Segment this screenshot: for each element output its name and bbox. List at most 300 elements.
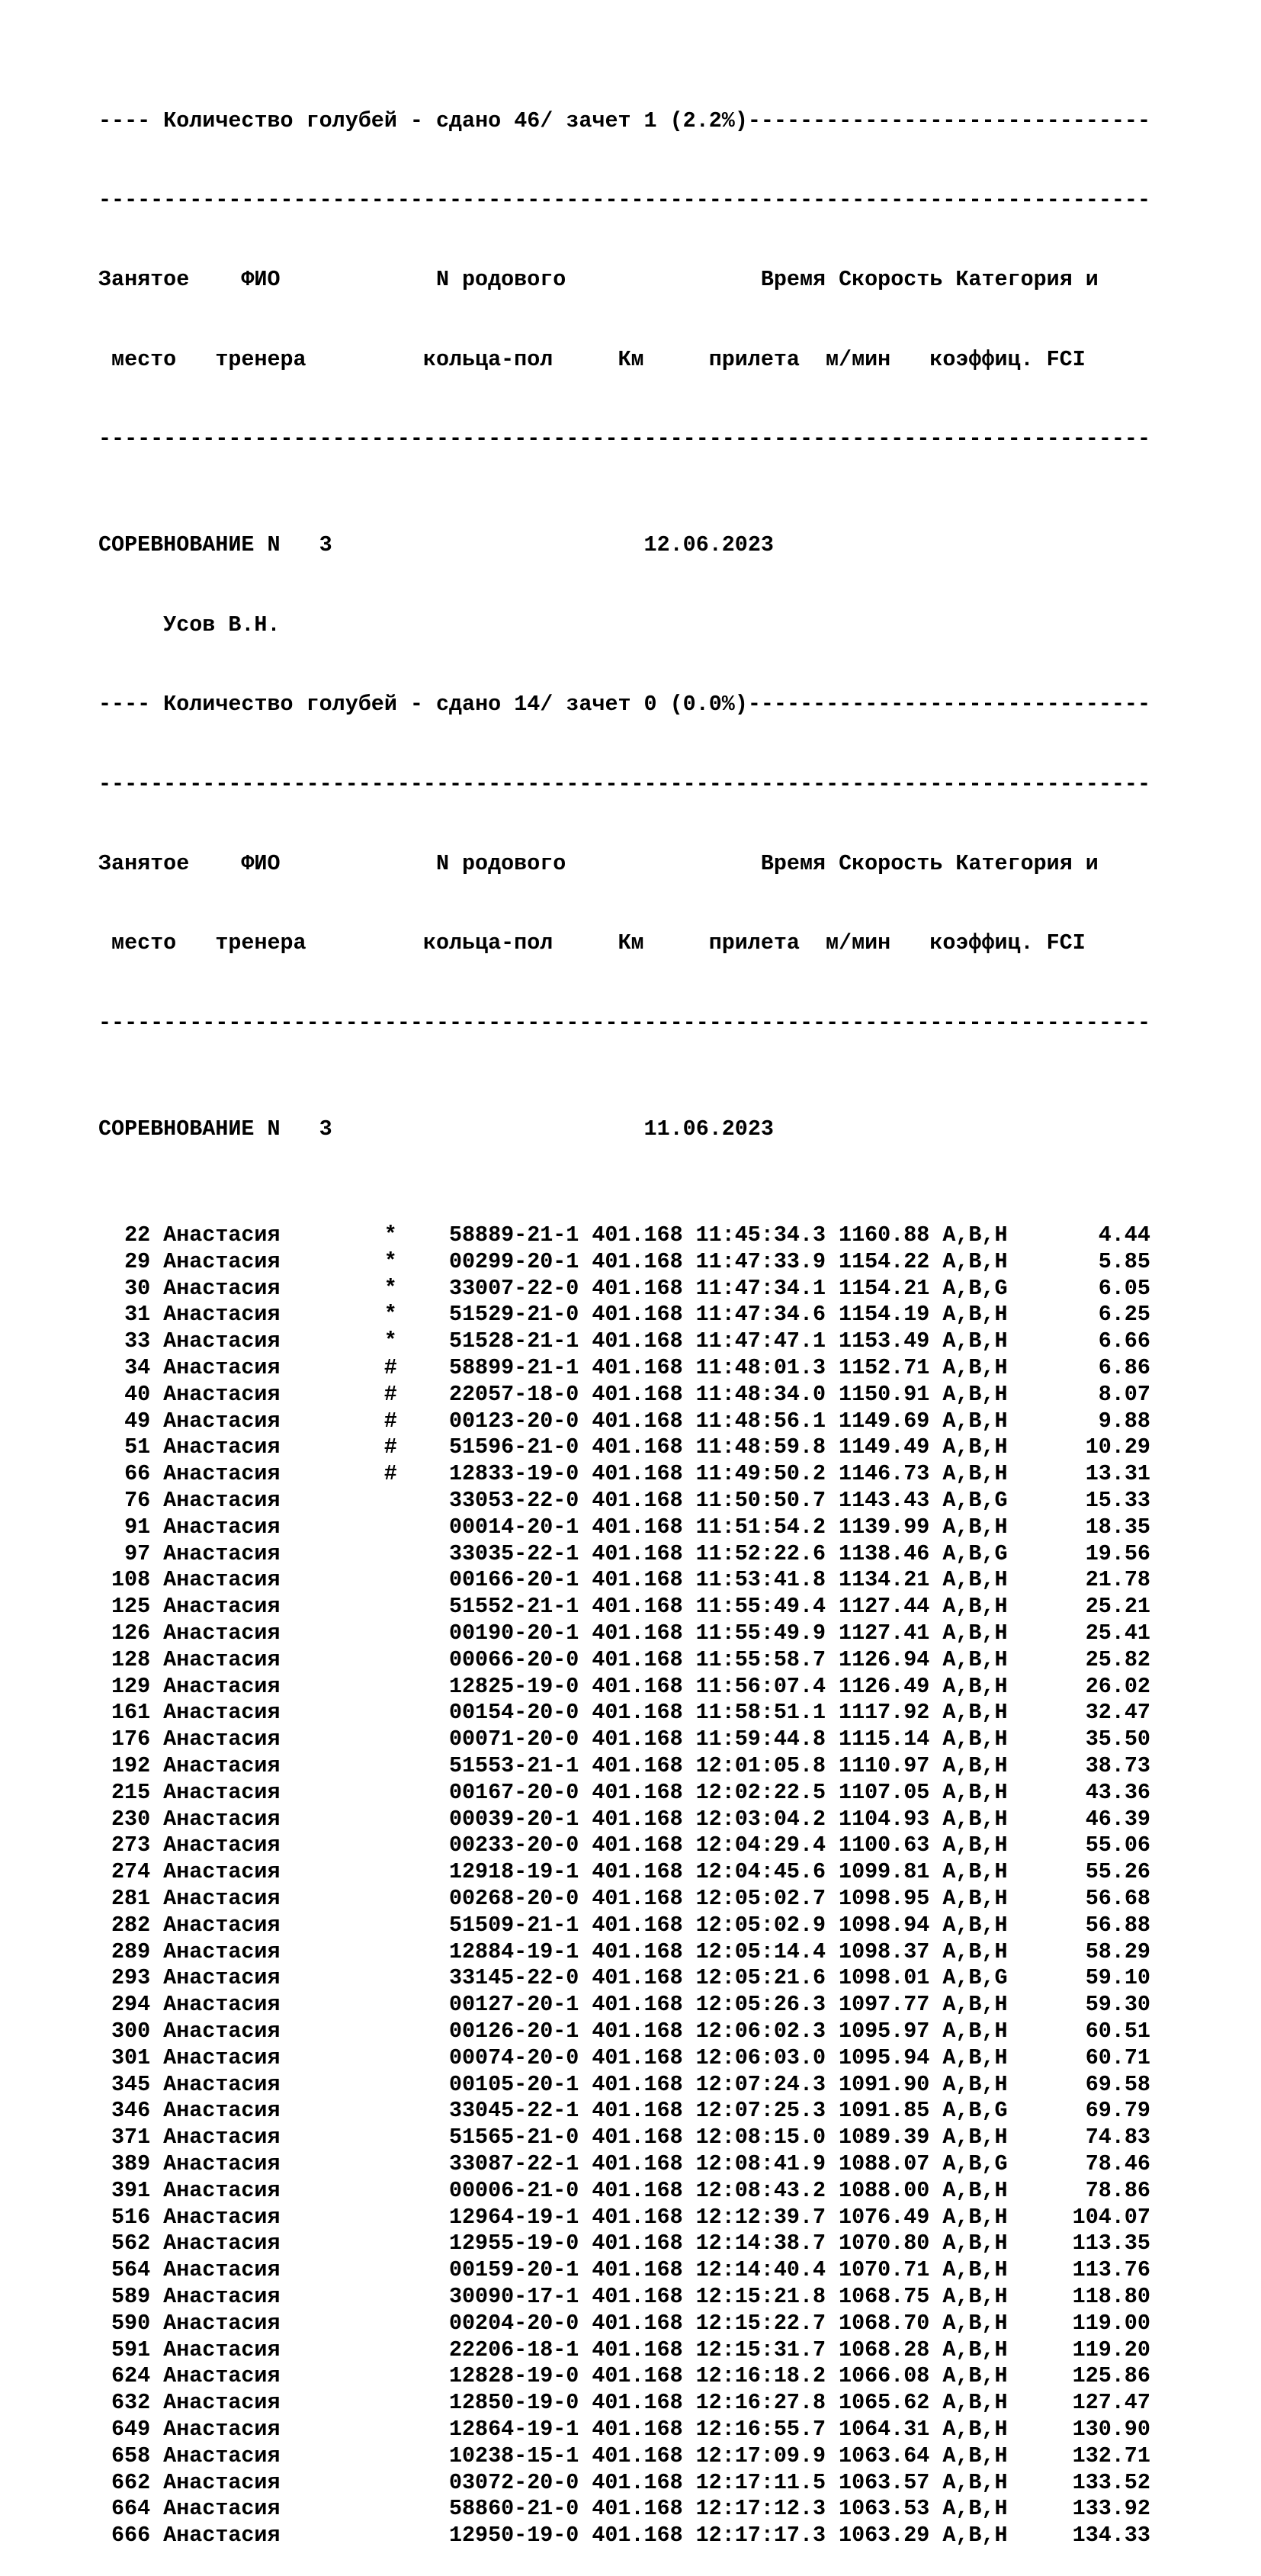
speed-cell: 1095.94 [839, 2044, 930, 2070]
category-cell: A,B,H [942, 1912, 1008, 1938]
header-ring: N родового [435, 850, 566, 876]
speed-cell: 1091.85 [839, 2098, 930, 2124]
fci-coefficient-cell: 60.71 [1085, 2044, 1150, 2070]
table-row [98, 1674, 1150, 1701]
table-row [98, 2311, 1150, 2337]
ring-cell: 03072-20-0 [448, 2469, 579, 2495]
category-cell: A,B,H [942, 1700, 1008, 1726]
place-cell: 30 [124, 1275, 151, 1301]
place-cell: 591 [111, 2337, 151, 2362]
ring-cell: 51509-21-1 [448, 1912, 579, 1938]
fci-coefficient-cell: 60.51 [1085, 2018, 1150, 2044]
ring-cell: 00126-20-1 [448, 2018, 579, 2044]
category-cell: A,B,H [942, 2177, 1008, 2203]
ring-cell: 00014-20-1 [448, 1514, 579, 1540]
trainer-name-cell: Анастасия [163, 2469, 281, 2495]
distance-cell: 401.168 [592, 1514, 683, 1540]
arrival-time-cell: 12:05:02.7 [695, 1885, 826, 1911]
speed-cell: 1068.70 [839, 2310, 930, 2336]
distance-cell: 401.168 [592, 1726, 683, 1752]
mark-cell: # [383, 1381, 397, 1407]
table-row [98, 1541, 1150, 1568]
ring-cell: 33035-22-1 [448, 1540, 579, 1566]
distance-cell: 401.168 [592, 1302, 683, 1328]
speed-cell: 1160.88 [839, 1222, 930, 1248]
trainer-name-cell: Анастасия [163, 1673, 281, 1699]
table-row [98, 2523, 1150, 2549]
table-row [98, 2098, 1150, 2125]
fci-coefficient-cell: 32.47 [1085, 1700, 1150, 1726]
mark-cell: * [383, 1328, 397, 1354]
table-header-row-1 [98, 851, 1150, 878]
competition-date: 12.06.2023 [643, 532, 774, 558]
ring-cell: 33145-22-0 [448, 1965, 579, 1991]
arrival-time-cell: 12:02:22.5 [695, 1779, 826, 1805]
trainer-name-cell: Анастасия [163, 1965, 281, 1991]
place-cell: 666 [111, 2523, 151, 2549]
arrival-time-cell: 11:53:41.8 [695, 1567, 826, 1593]
place-cell: 516 [111, 2204, 151, 2230]
table-row [98, 1780, 1150, 1807]
place-cell: 649 [111, 2416, 151, 2442]
distance-cell: 401.168 [592, 1434, 683, 1460]
place-cell: 590 [111, 2310, 151, 2336]
table-header-row-1 [98, 267, 1150, 294]
place-cell: 562 [111, 2231, 151, 2256]
fci-coefficient-cell: 134.33 [1072, 2523, 1150, 2549]
distance-cell: 401.168 [592, 1992, 683, 2018]
arrival-time-cell: 11:58:51.1 [695, 1700, 826, 1726]
arrival-time-cell: 12:07:24.3 [695, 2071, 826, 2097]
header-time-2: прилета [708, 346, 800, 372]
header-ring-2: кольца-пол [422, 346, 553, 372]
table-row [98, 1807, 1150, 1833]
category-cell: A,B,H [942, 1355, 1008, 1381]
table-row [98, 2390, 1150, 2417]
trainer-name: Усов В.Н. [163, 612, 281, 638]
place-cell: 176 [111, 1726, 151, 1752]
trainer-name-cell: Анастасия [163, 1567, 281, 1593]
place-cell: 33 [124, 1328, 151, 1354]
place-cell: 345 [111, 2071, 151, 2097]
trainer-name-cell: Анастасия [163, 2416, 281, 2442]
distance-cell: 401.168 [592, 1567, 683, 1593]
fci-coefficient-cell: 26.02 [1085, 1673, 1150, 1699]
ring-cell: 00167-20-0 [448, 1779, 579, 1805]
arrival-time-cell: 12:15:31.7 [695, 2337, 826, 2362]
header-speed: Скорость [839, 850, 943, 876]
fci-coefficient-cell: 6.05 [1098, 1275, 1150, 1301]
speed-cell: 1100.63 [839, 1832, 930, 1858]
category-cell: A,B,H [942, 2496, 1008, 2522]
trainer-name-cell: Анастасия [163, 2177, 281, 2203]
mark-cell: * [383, 1222, 397, 1248]
fci-coefficient-cell: 132.71 [1072, 2443, 1150, 2468]
separator-line: --------------------------------------------------------------------------------- [98, 771, 1151, 797]
trainer-name-cell: Анастасия [163, 1514, 281, 1540]
table-row [98, 1302, 1150, 1328]
table-row [98, 2205, 1150, 2231]
ring-cell: 12864-19-1 [448, 2416, 579, 2442]
table-row [98, 1567, 1150, 1594]
speed-cell: 1099.81 [839, 1859, 930, 1885]
ring-cell: 10238-15-1 [448, 2443, 579, 2468]
place-cell: 66 [124, 1461, 151, 1487]
competition-number: 3 [319, 1116, 332, 1142]
category-cell: A,B,H [942, 2523, 1008, 2549]
distance-cell: 401.168 [592, 1461, 683, 1487]
speed-cell: 1117.92 [839, 1700, 930, 1726]
table-row [98, 2019, 1150, 2045]
place-cell: 29 [124, 1248, 151, 1274]
speed-cell: 1088.07 [839, 2150, 930, 2176]
competition-date: 11.06.2023 [643, 1116, 774, 1142]
arrival-time-cell: 11:48:01.3 [695, 1355, 826, 1381]
arrival-time-cell: 11:48:56.1 [695, 1408, 826, 1434]
header-speed-2: м/мин [826, 346, 891, 372]
category-cell: A,B,H [942, 1806, 1008, 1832]
place-cell: 282 [111, 1912, 151, 1938]
speed-cell: 1091.90 [839, 2071, 930, 2097]
fci-coefficient-cell: 55.06 [1085, 1832, 1150, 1858]
header-category: Категория и [955, 850, 1099, 876]
place-cell: 624 [111, 2363, 151, 2389]
arrival-time-cell: 12:06:03.0 [695, 2044, 826, 2070]
arrival-time-cell: 12:06:02.3 [695, 2018, 826, 2044]
distance-cell: 401.168 [592, 2523, 683, 2549]
arrival-time-cell: 12:17:11.5 [695, 2469, 826, 2495]
header-km: Км [618, 930, 644, 956]
place-cell: 129 [111, 1673, 151, 1699]
ring-cell: 12828-19-0 [448, 2363, 579, 2389]
distance-cell: 401.168 [592, 2018, 683, 2044]
header-category-2: коэффиц. FCI [929, 930, 1086, 956]
speed-cell: 1126.94 [839, 1646, 930, 1672]
header-ring-2: кольца-пол [422, 930, 553, 956]
header-name-2: тренера [215, 930, 306, 956]
speed-cell: 1076.49 [839, 2204, 930, 2230]
trainer-name-cell: Анастасия [163, 1355, 281, 1381]
category-cell: A,B,H [942, 2416, 1008, 2442]
header-name: ФИО [241, 267, 281, 293]
distance-cell: 401.168 [592, 2044, 683, 2070]
header-speed-2: м/мин [826, 930, 891, 956]
category-cell: A,B,G [942, 1965, 1008, 1991]
ring-cell: 33087-22-1 [448, 2150, 579, 2176]
trainer-name-cell: Анастасия [163, 2231, 281, 2256]
place-cell: 31 [124, 1302, 151, 1328]
trainer-name-cell: Анастасия [163, 1620, 281, 1646]
arrival-time-cell: 12:16:18.2 [695, 2363, 826, 2389]
table-row [98, 1328, 1150, 1355]
category-cell: A,B,H [942, 2231, 1008, 2256]
distance-cell: 401.168 [592, 2283, 683, 2309]
ring-cell: 00123-20-0 [448, 1408, 579, 1434]
trainer-name-cell: Анастасия [163, 1779, 281, 1805]
header-category-2: коэффиц. FCI [929, 346, 1086, 372]
arrival-time-cell: 12:08:43.2 [695, 2177, 826, 2203]
distance-cell: 401.168 [592, 1540, 683, 1566]
trainer-name-cell: Анастасия [163, 1938, 281, 1964]
trainer-name-cell: Анастасия [163, 1302, 281, 1328]
header-speed: Скорость [839, 267, 943, 293]
arrival-time-cell: 12:14:40.4 [695, 2257, 826, 2283]
category-cell: A,B,H [942, 2443, 1008, 2468]
fci-coefficient-cell: 6.66 [1098, 1328, 1150, 1354]
fci-coefficient-cell: 127.47 [1072, 2390, 1150, 2416]
distance-cell: 401.168 [592, 2098, 683, 2124]
trainer-name-cell: Анастасия [163, 1248, 281, 1274]
speed-cell: 1095.97 [839, 2018, 930, 2044]
place-cell: 76 [124, 1488, 151, 1514]
speed-cell: 1127.41 [839, 1620, 930, 1646]
place-cell: 346 [111, 2098, 151, 2124]
summary-line-1: ---- Количество голубей - сдано 46/ зачет 1 (2.2%)------------------------------- [98, 108, 1151, 133]
arrival-time-cell: 12:08:41.9 [695, 2150, 826, 2176]
trainer-name-cell: Анастасия [163, 1408, 281, 1434]
trainer-name-cell: Анастасия [163, 1540, 281, 1566]
arrival-time-cell: 12:14:38.7 [695, 2231, 826, 2256]
speed-cell: 1107.05 [839, 1779, 930, 1805]
fci-coefficient-cell: 10.29 [1085, 1434, 1150, 1460]
distance-cell: 401.168 [592, 2310, 683, 2336]
category-cell: A,B,H [942, 1461, 1008, 1487]
fci-coefficient-cell: 19.56 [1085, 1540, 1150, 1566]
mark-cell: * [383, 1302, 397, 1328]
separator-line: --------------------------------------------------------------------------------- [98, 187, 1151, 213]
trainer-name-cell: Анастасия [163, 1488, 281, 1514]
place-cell: 389 [111, 2150, 151, 2176]
category-cell: A,B,H [942, 1620, 1008, 1646]
fci-coefficient-cell: 130.90 [1072, 2416, 1150, 2442]
table-row [98, 1753, 1150, 1780]
table-row [98, 1859, 1150, 1886]
place-cell: 274 [111, 1859, 151, 1885]
arrival-time-cell: 12:07:25.3 [695, 2098, 826, 2124]
fci-coefficient-cell: 119.20 [1072, 2337, 1150, 2362]
header-place-2: место [111, 346, 177, 372]
place-cell: 34 [124, 1355, 151, 1381]
fci-coefficient-cell: 55.26 [1085, 1859, 1150, 1885]
fci-coefficient-cell: 46.39 [1085, 1806, 1150, 1832]
category-cell: A,B,H [942, 2469, 1008, 2495]
trainer-name-cell: Анастасия [163, 2018, 281, 2044]
trainer-name-cell: Анастасия [163, 1646, 281, 1672]
ring-cell: 12964-19-1 [448, 2204, 579, 2230]
competition-header [98, 1116, 1150, 1143]
ring-cell: 00166-20-1 [448, 1567, 579, 1593]
fci-coefficient-cell: 6.86 [1098, 1355, 1150, 1381]
arrival-time-cell: 11:48:59.8 [695, 1434, 826, 1460]
arrival-time-cell: 12:15:21.8 [695, 2283, 826, 2309]
speed-cell: 1070.71 [839, 2257, 930, 2283]
place-cell: 664 [111, 2496, 151, 2522]
place-cell: 49 [124, 1408, 151, 1434]
speed-cell: 1097.77 [839, 1992, 930, 2018]
ring-cell: 00006-21-0 [448, 2177, 579, 2203]
table-row [98, 1594, 1150, 1620]
table-row [98, 1700, 1150, 1726]
distance-cell: 401.168 [592, 1594, 683, 1620]
speed-cell: 1154.21 [839, 1275, 930, 1301]
trainer-name-cell: Анастасия [163, 1832, 281, 1858]
ring-cell: 00190-20-1 [448, 1620, 579, 1646]
ring-cell: 33053-22-0 [448, 1488, 579, 1514]
fci-coefficient-cell: 21.78 [1085, 1567, 1150, 1593]
trainer-name-cell: Анастасия [163, 1594, 281, 1620]
category-cell: A,B,H [942, 2283, 1008, 2309]
speed-cell: 1063.64 [839, 2443, 930, 2468]
place-cell: 128 [111, 1646, 151, 1672]
table-row [98, 2178, 1150, 2205]
header-category: Категория и [955, 267, 1099, 293]
arrival-time-cell: 12:12:39.7 [695, 2204, 826, 2230]
distance-cell: 401.168 [592, 2125, 683, 2150]
table-row [98, 2257, 1150, 2284]
place-cell: 161 [111, 1700, 151, 1726]
distance-cell: 401.168 [592, 1673, 683, 1699]
category-cell: A,B,H [942, 1885, 1008, 1911]
ring-cell: 58889-21-1 [448, 1222, 579, 1248]
category-cell: A,B,G [942, 1275, 1008, 1301]
ring-cell: 00233-20-0 [448, 1832, 579, 1858]
speed-cell: 1143.43 [839, 1488, 930, 1514]
ring-cell: 12950-19-0 [448, 2523, 579, 2549]
category-cell: A,B,H [942, 2044, 1008, 2070]
place-cell: 300 [111, 2018, 151, 2044]
ring-cell: 30090-17-1 [448, 2283, 579, 2309]
trainer-name-cell: Анастасия [163, 1461, 281, 1487]
table-row [98, 1832, 1150, 1859]
trainer-name-cell: Анастасия [163, 2125, 281, 2150]
ring-cell: 00159-20-1 [448, 2257, 579, 2283]
header-name: ФИО [241, 850, 281, 876]
speed-cell: 1070.80 [839, 2231, 930, 2256]
fci-coefficient-cell: 4.44 [1098, 1222, 1150, 1248]
category-cell: A,B,H [942, 2018, 1008, 2044]
category-cell: A,B,H [942, 1726, 1008, 1752]
trainer-name-cell: Анастасия [163, 2337, 281, 2362]
summary-line-2: ---- Количество голубей - сдано 14/ зачет 0 (0.0%)------------------------------- [98, 692, 1151, 718]
category-cell: A,B,H [942, 2390, 1008, 2416]
place-cell: 632 [111, 2390, 151, 2416]
fci-coefficient-cell: 113.35 [1072, 2231, 1150, 2256]
arrival-time-cell: 11:51:54.2 [695, 1514, 826, 1540]
trainer-name-cell: Анастасия [163, 2204, 281, 2230]
arrival-time-cell: 11:55:49.9 [695, 1620, 826, 1646]
distance-cell: 401.168 [592, 1488, 683, 1514]
distance-cell: 401.168 [592, 2496, 683, 2522]
arrival-time-cell: 12:05:26.3 [695, 1992, 826, 2018]
arrival-time-cell: 11:49:50.2 [695, 1461, 826, 1487]
arrival-time-cell: 11:48:34.0 [695, 1381, 826, 1407]
fci-coefficient-cell: 25.41 [1085, 1620, 1150, 1646]
mark-cell: # [383, 1461, 397, 1487]
header-place: Занятое [98, 850, 190, 876]
table-row [98, 1992, 1150, 2019]
fci-coefficient-cell: 5.85 [1098, 1248, 1150, 1274]
arrival-time-cell: 12:03:04.2 [695, 1806, 826, 1832]
trainer-name-cell: Анастасия [163, 2044, 281, 2070]
category-cell: A,B,H [942, 2337, 1008, 2362]
speed-cell: 1138.46 [839, 1540, 930, 1566]
arrival-time-cell: 12:17:12.3 [695, 2496, 826, 2522]
trainer-name-cell: Анастасия [163, 2523, 281, 2549]
speed-cell: 1149.49 [839, 1434, 930, 1460]
ring-cell: 51565-21-0 [448, 2125, 579, 2150]
category-cell: A,B,H [942, 2071, 1008, 2097]
fci-coefficient-cell: 15.33 [1085, 1488, 1150, 1514]
table-row [98, 2470, 1150, 2497]
speed-cell: 1098.37 [839, 1938, 930, 1964]
speed-cell: 1115.14 [839, 1726, 930, 1752]
ring-cell: 12833-19-0 [448, 1461, 579, 1487]
table-row [98, 1434, 1150, 1461]
fci-coefficient-cell: 78.46 [1085, 2150, 1150, 2176]
ring-cell: 51529-21-0 [448, 1302, 579, 1328]
fci-coefficient-cell: 113.76 [1072, 2257, 1150, 2283]
fci-coefficient-cell: 59.30 [1085, 1992, 1150, 2018]
distance-cell: 401.168 [592, 2390, 683, 2416]
category-cell: A,B,H [942, 2125, 1008, 2150]
fci-coefficient-cell: 69.79 [1085, 2098, 1150, 2124]
ring-cell: 00268-20-0 [448, 1885, 579, 1911]
table-row [98, 1276, 1150, 1302]
ring-cell: 51596-21-0 [448, 1434, 579, 1460]
ring-cell: 00039-20-1 [448, 1806, 579, 1832]
table-row [98, 2045, 1150, 2072]
ring-cell: 58899-21-1 [448, 1355, 579, 1381]
distance-cell: 401.168 [592, 2337, 683, 2362]
speed-cell: 1063.57 [839, 2469, 930, 2495]
fci-coefficient-cell: 119.00 [1072, 2310, 1150, 2336]
category-cell: A,B,H [942, 1514, 1008, 1540]
mark-cell: * [383, 1248, 397, 1274]
speed-cell: 1126.49 [839, 1673, 930, 1699]
table-row [98, 1222, 1150, 1249]
category-cell: A,B,H [942, 1567, 1008, 1593]
fci-coefficient-cell: 18.35 [1085, 1514, 1150, 1540]
ring-cell: 12884-19-1 [448, 1938, 579, 1964]
speed-cell: 1149.69 [839, 1408, 930, 1434]
trainer-name-cell: Анастасия [163, 1275, 281, 1301]
ring-cell: 00299-20-1 [448, 1248, 579, 1274]
ring-cell: 22057-18-0 [448, 1381, 579, 1407]
fci-coefficient-cell: 133.52 [1072, 2469, 1150, 2495]
separator-line: --------------------------------------------------------------------------------- [98, 1010, 1151, 1036]
ring-cell: 00074-20-0 [448, 2044, 579, 2070]
trainer-name-cell: Анастасия [163, 1992, 281, 2018]
speed-cell: 1068.28 [839, 2337, 930, 2362]
distance-cell: 401.168 [592, 2231, 683, 2256]
arrival-time-cell: 11:50:50.7 [695, 1488, 826, 1514]
place-cell: 293 [111, 1965, 151, 1991]
fci-coefficient-cell: 58.29 [1085, 1938, 1150, 1964]
arrival-time-cell: 11:55:49.4 [695, 1594, 826, 1620]
header-name-2: тренера [215, 346, 306, 372]
ring-cell: 12918-19-1 [448, 1859, 579, 1885]
place-cell: 108 [111, 1567, 151, 1593]
table-row [98, 2443, 1150, 2470]
category-cell: A,B,H [942, 1434, 1008, 1460]
place-cell: 391 [111, 2177, 151, 2203]
table-row [98, 1886, 1150, 1913]
arrival-time-cell: 11:47:47.1 [695, 1328, 826, 1354]
distance-cell: 401.168 [592, 2416, 683, 2442]
table-header-row-2 [98, 930, 1150, 957]
place-cell: 371 [111, 2125, 151, 2150]
table-row [98, 1726, 1150, 1753]
